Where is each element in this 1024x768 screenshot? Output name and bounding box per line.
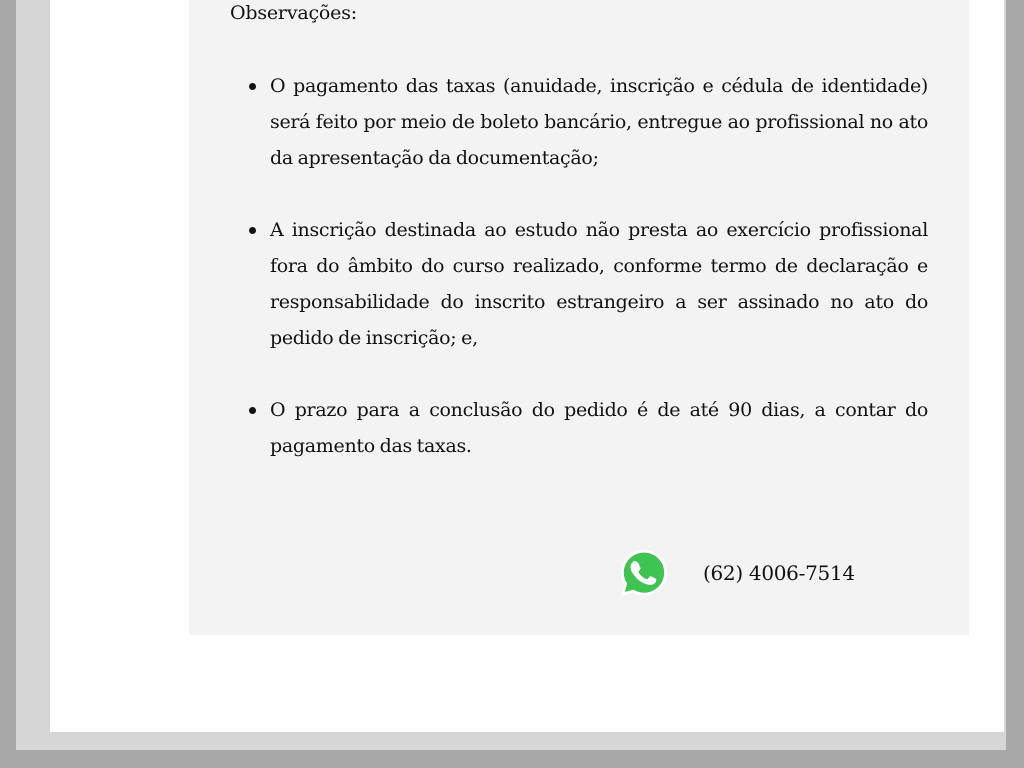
page [50,0,1004,732]
observations-title: Observações: [230,2,357,24]
whatsapp-contact[interactable] [619,548,855,598]
observations-list [230,68,928,500]
list-item: O pagamento das taxas (anuidade, inscrição e cédula de identidade) será feito por meio de boleto bancário, entregue ao profissional no ato da apresentação da documentação; [270,68,928,176]
outer-frame [16,0,1006,750]
info-panel [189,0,969,635]
phone-number[interactable]: (62) 4006-7514 [703,561,855,585]
list-item: O prazo para a conclusão do pedido é de até 90 dias, a contar do pagamento das taxas. [270,392,928,464]
whatsapp-icon[interactable] [619,548,669,598]
list-item: A inscrição destinada ao estudo não presta ao exercício profissional fora do âmbito do curso realizado, conforme termo de declaração e responsabilidade do inscrito estrangeiro a ser assinado no ato do pedido de inscrição; e, [270,212,928,356]
